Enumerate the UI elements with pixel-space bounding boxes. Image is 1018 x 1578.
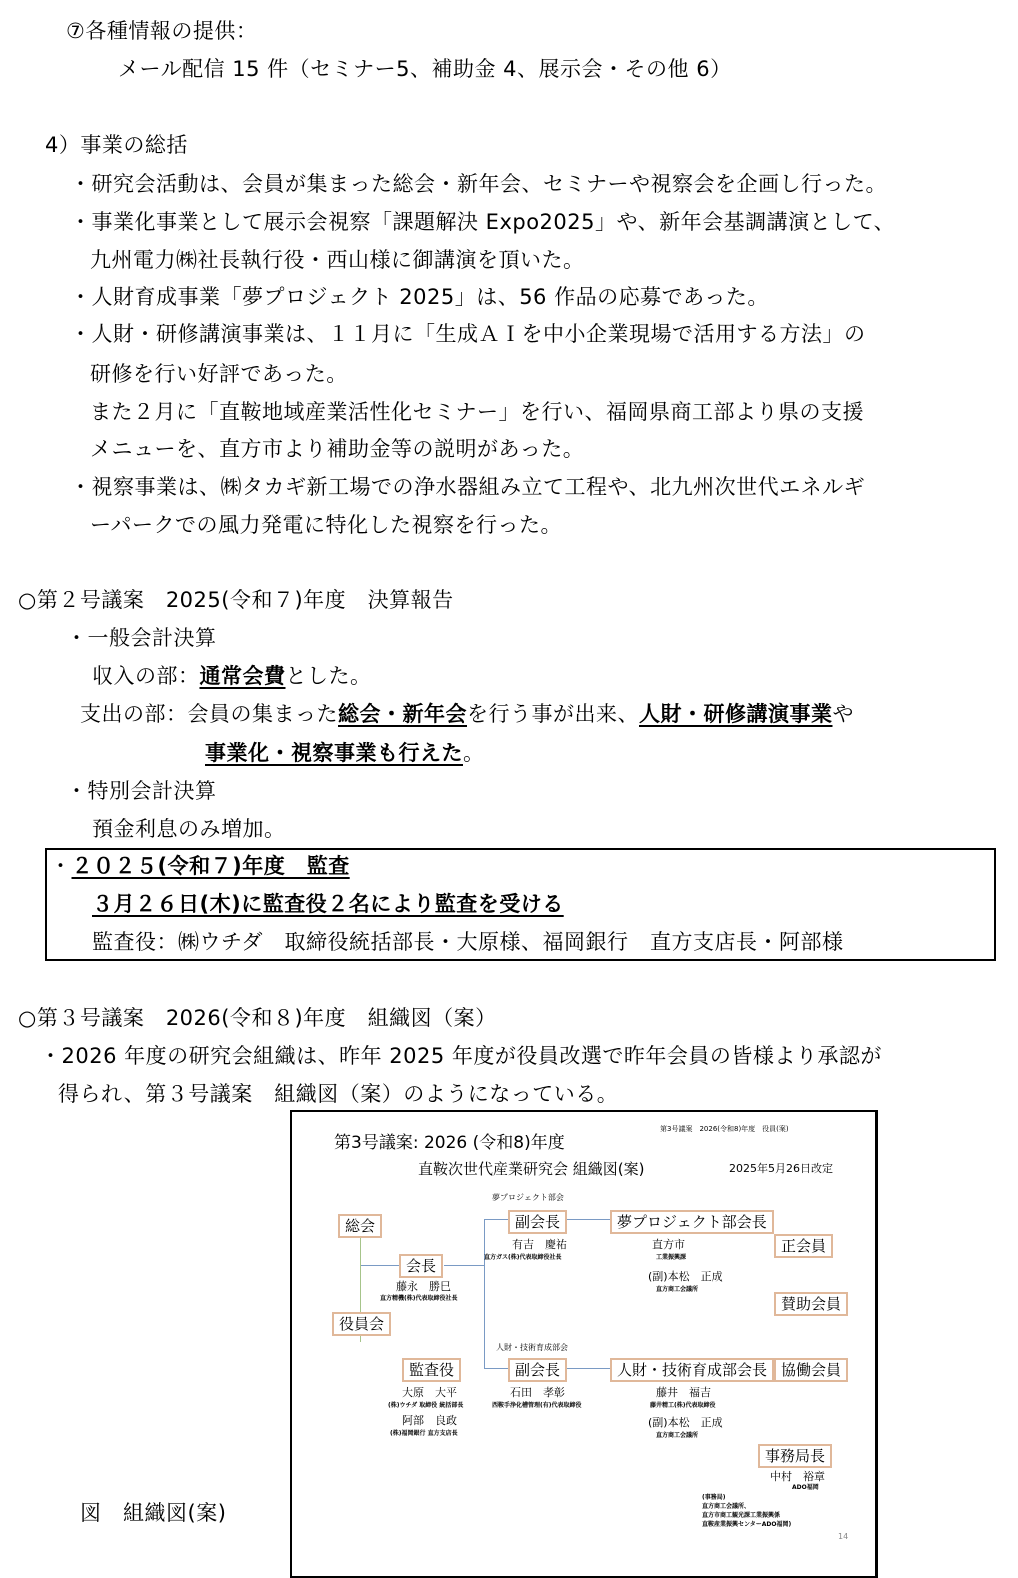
office-line: 直鞍産業振興センターADO福岡) <box>702 1521 792 1528</box>
summary-line: ーパークでの風力発電に特化した視察を行った。 <box>90 513 562 537</box>
summary-line: メニューを、直方市より補助金等の説明があった。 <box>90 437 585 461</box>
hr-deputy-org: 直方商工会議所 <box>656 1432 699 1439</box>
summary-line: ・人財育成事業「夢プロジェクト 2025」は、56 作品の応募であった。 <box>70 285 769 309</box>
box-hr-head: 人財・技術育成部会長 <box>610 1358 774 1382</box>
hr-head-org: 藤井精工(株)代表取締役 <box>650 1402 716 1409</box>
income-bold: 通常会費 <box>199 664 286 688</box>
expense-text: 会員の集まった <box>187 702 338 726</box>
office-line: 直方市商工観光課工業振興係 <box>702 1512 781 1519</box>
president-org: 直方精機(株)代表取締役社長 <box>380 1295 458 1302</box>
org-title: 第3号議案: 2026 (令和8)年度 <box>334 1133 565 1153</box>
dream-deputy-name: (副)本松 正成 <box>648 1270 723 1283</box>
org-corner-note: 第3号議案 2026(令和8)年度 役員(案) <box>660 1125 789 1133</box>
special-account-title: ・特別会計決算 <box>66 779 217 803</box>
dream-dept-label: 夢プロジェクト部会 <box>492 1193 564 1202</box>
audit-title: ２０２５(令和７)年度 監査 <box>71 854 350 878</box>
expense-bold: 総会・新年会 <box>338 702 467 726</box>
info-detail: メール配信 15 件（セミナー5、補助金 4、展示会・その他 6） <box>118 57 732 81</box>
org-chart <box>290 1110 878 1578</box>
summary-line: 研修を行い好評であった。 <box>90 362 348 386</box>
box-cooperating-member: 協働会員 <box>774 1358 848 1382</box>
agenda2-heading: ○第２号議案 2025(令和７)年度 決算報告 <box>18 588 454 612</box>
dream-deputy-org: 直方商工会議所 <box>656 1286 699 1293</box>
expense-text: 。 <box>463 741 485 765</box>
agenda3-heading: ○第３号議案 2026(令和８)年度 組織図（案） <box>18 1006 497 1030</box>
auditor2-name: 阿部 良政 <box>402 1414 457 1427</box>
vp-dream-name: 有吉 慶祐 <box>512 1238 567 1251</box>
expense-line-2 <box>205 740 485 766</box>
org-revised-date: 2025年5月26日改定 <box>729 1162 833 1175</box>
org-subtitle: 直鞍次世代産業研究会 組織図(案) <box>418 1160 645 1178</box>
president-name: 藤永 勝巳 <box>396 1280 451 1293</box>
summary-line: ・視察事業は、㈱タカギ新工場での浄水器組み立て工程や、北九州次世代エネルギ <box>70 475 866 499</box>
box-regular-member: 正会員 <box>774 1234 833 1258</box>
audit-auditors: 監査役：㈱ウチダ 取締役統括部長・大原様、福岡銀行 直方支店長・阿部様 <box>92 930 844 954</box>
box-supporting-member: 賛助会員 <box>774 1292 848 1316</box>
connector <box>444 1265 484 1266</box>
audit-bullet: ・ <box>50 854 72 878</box>
connector <box>484 1219 510 1220</box>
office-line: 直方商工会議所、 <box>702 1503 751 1510</box>
office-line: (事務局) <box>702 1494 726 1501</box>
summary-line: ・事業化事業として展示会視察「課題解決 Expo2025」や、新年会基調講演として、 <box>70 210 896 234</box>
general-account-title: ・一般会計決算 <box>66 626 217 650</box>
expense-bold: 人財・研修講演事業 <box>639 702 833 726</box>
income-line <box>92 663 372 689</box>
hr-dept-label: 人財・技術育成部会 <box>496 1343 568 1352</box>
box-board: 役員会 <box>332 1312 391 1336</box>
page-number: 14 <box>838 1532 849 1541</box>
vp-dream-org: 直方ガス(株)代表取締役社長 <box>484 1254 562 1261</box>
summary-line: ・人財・研修講演事業は、１１月に「生成ＡＩを中小企業現場で活用する方法」の <box>70 322 866 346</box>
agenda3-line: 得られ、第３号議案 組織図（案）のようになっている。 <box>58 1082 619 1106</box>
dream-head-org: 工業振興課 <box>656 1254 687 1261</box>
summary-heading: 4）事業の総括 <box>45 133 188 157</box>
auditor1-org: (株)ウチダ 取締役 統括部長 <box>388 1402 464 1409</box>
audit-date-text: ３月２６日(木)に監査役２名により監査を受ける <box>92 892 564 916</box>
audit-date <box>92 891 564 917</box>
hr-head-name: 藤井 福吉 <box>656 1386 711 1399</box>
expense-label: 支出の部： <box>80 702 188 726</box>
expense-text: や <box>832 702 854 726</box>
dream-head-name: 直方市 <box>652 1238 685 1251</box>
expense-bold: 事業化・視察事業も行えた <box>205 741 463 765</box>
vp-hr-org: 西鞍手浄化槽管理(有)代表取締役 <box>492 1402 582 1409</box>
special-account-detail: 預金利息のみ増加。 <box>92 817 286 841</box>
summary-line: また２月に「直鞍地域産業活性化セミナー」を行い、福岡県商工部より県の支援 <box>90 400 864 424</box>
auditor2-org: (株)福岡銀行 直方支店長 <box>390 1430 458 1437</box>
audit-title-line <box>50 853 350 879</box>
hr-deputy-name: (副)本松 正成 <box>648 1416 723 1429</box>
expense-line <box>80 701 854 727</box>
secretary-name: 中村 裕章 <box>770 1470 825 1483</box>
box-dream-head: 夢プロジェクト部会長 <box>610 1210 774 1234</box>
summary-line: ・研究会活動は、会員が集まった総会・新年会、セミナーや視察会を企画し行った。 <box>70 172 887 196</box>
info-heading: ⑦各種情報の提供： <box>66 19 258 43</box>
connector <box>484 1219 485 1369</box>
box-auditor: 監査役 <box>402 1358 461 1382</box>
figure-caption: 図 組織図(案) <box>80 1501 227 1525</box>
box-secretary-general: 事務局長 <box>758 1444 832 1468</box>
box-vp-hr: 副会長 <box>508 1358 567 1382</box>
income-label: 収入の部： <box>92 664 200 688</box>
connector <box>484 1368 510 1369</box>
vp-hr-name: 石田 孝彰 <box>510 1386 565 1399</box>
box-president: 会長 <box>399 1254 443 1278</box>
income-rest: とした。 <box>285 664 372 688</box>
box-general-meeting: 総会 <box>338 1214 382 1238</box>
connector <box>564 1219 610 1220</box>
box-vp-dream: 副会長 <box>508 1210 567 1234</box>
connector <box>564 1368 610 1369</box>
summary-line: 九州電力㈱社長執行役・西山様に御講演を頂いた。 <box>90 248 585 272</box>
secretary-org: ADO福岡 <box>792 1484 819 1491</box>
agenda3-line: ・2026 年度の研究会組織は、昨年 2025 年度が役員改選で昨年会員の皆様より承認が <box>40 1044 882 1068</box>
expense-text: を行う事が出来、 <box>467 702 639 726</box>
auditor1-name: 大原 大平 <box>402 1386 457 1399</box>
